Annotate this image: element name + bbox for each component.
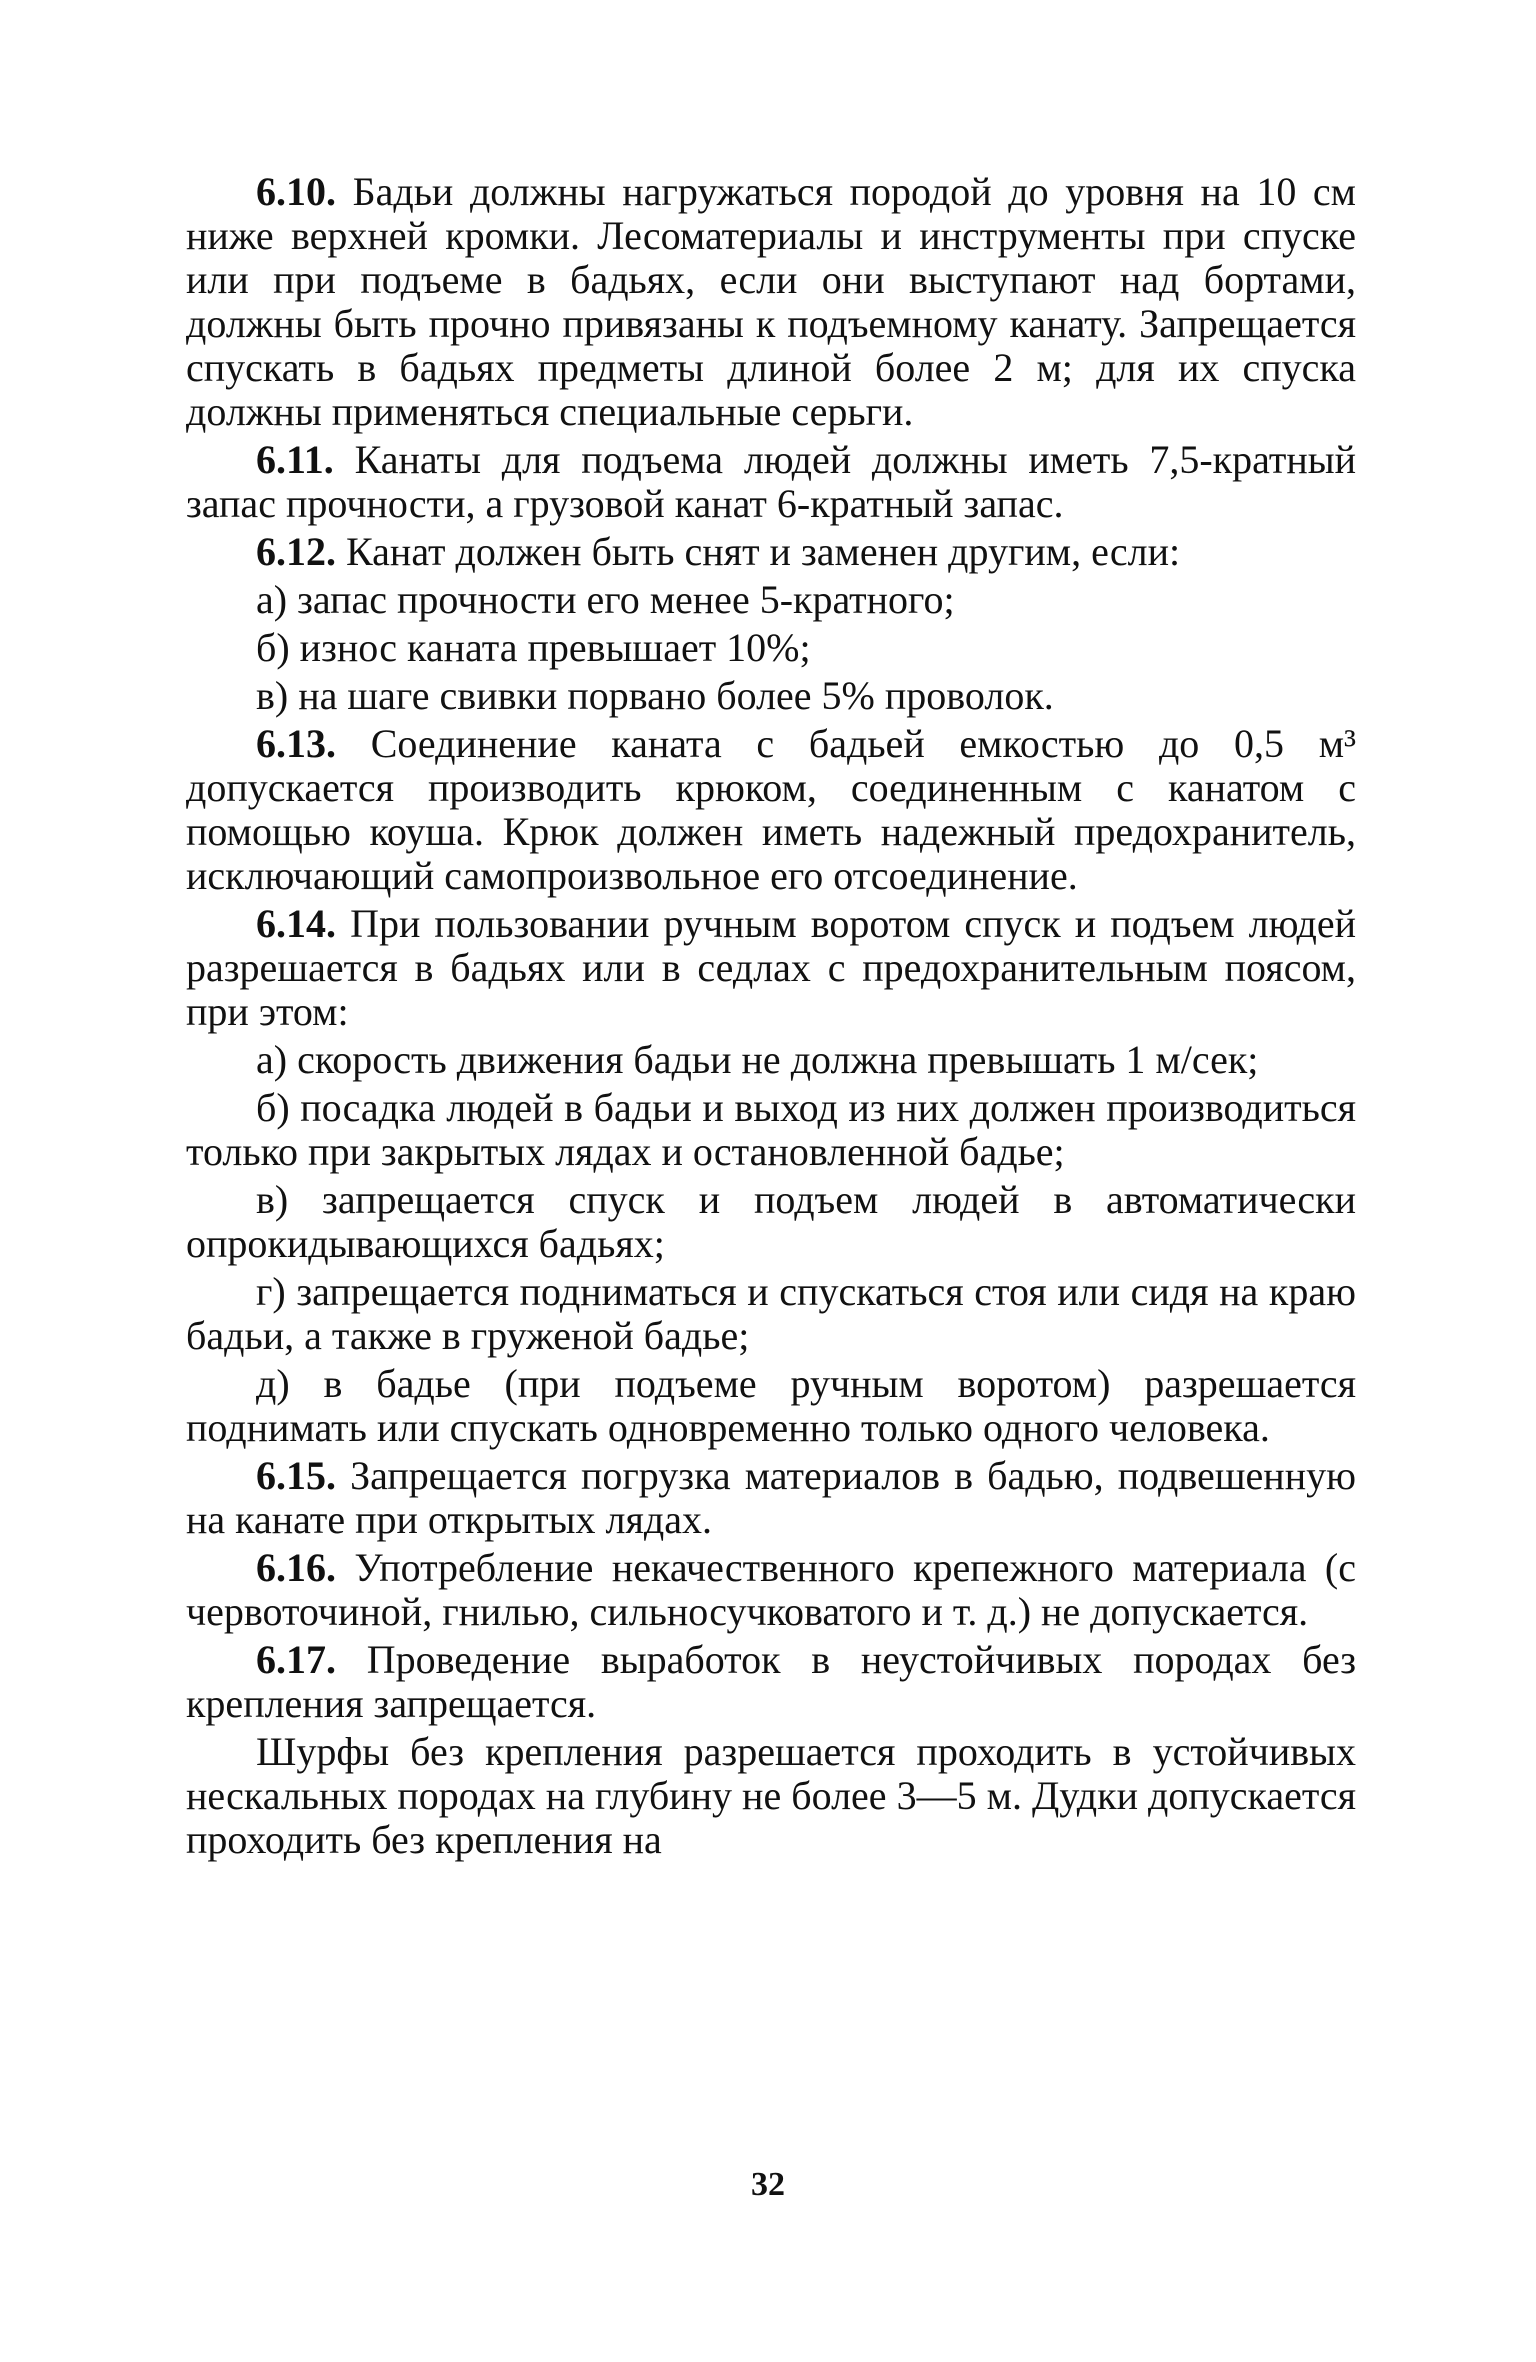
paragraph-text: Шурфы без крепления разрешается проходить в устойчивых нескальных породах на глубину не более 3—5 м. Дудки допускается проходить без крепления на: [186, 1729, 1356, 1862]
clause-text: Проведение выработок в неустойчивых породах без крепления запрещается.: [186, 1637, 1356, 1726]
clause-text: Канаты для подъема людей должны иметь 7,5-кратный запас прочности, а грузовой канат 6-кратный запас.: [186, 437, 1356, 526]
paragraph-6-13: [186, 722, 1356, 898]
paragraph-shurfy: [186, 1730, 1356, 1862]
list-item-text: б) посадка людей в бадьи и выход из них должен производиться только при закрытых лядах и остановленной бадье;: [186, 1085, 1356, 1174]
clause-number: 6.11.: [256, 437, 334, 482]
clause-text: Канат должен быть снят и заменен другим, если:: [336, 529, 1181, 574]
list-item-a: [186, 578, 1356, 622]
list-item-a: [186, 1038, 1356, 1082]
list-item-b: [186, 1086, 1356, 1174]
page-body: [186, 170, 1356, 1866]
clause-text: Запрещается погрузка материалов в бадью, подвешенную на канате при открытых лядах.: [186, 1453, 1356, 1542]
list-item-text: б) износ каната превышает 10%;: [256, 625, 811, 670]
clause-number: 6.12.: [256, 529, 336, 574]
clause-number: 6.16.: [256, 1545, 336, 1590]
clause-number: 6.13.: [256, 721, 336, 766]
clause-number: 6.10.: [256, 169, 336, 214]
list-item-text: а) скорость движения бадьи не должна превышать 1 м/сек;: [256, 1037, 1259, 1082]
paragraph-6-12: [186, 530, 1356, 574]
list-item-g: [186, 1270, 1356, 1358]
list-item-v: [186, 674, 1356, 718]
list-item-b: [186, 626, 1356, 670]
paragraph-6-15: [186, 1454, 1356, 1542]
paragraph-6-10: [186, 170, 1356, 434]
page-number: 32: [751, 2166, 785, 2203]
list-item-text: а) запас прочности его менее 5-кратного;: [256, 577, 955, 622]
list-item-v: [186, 1178, 1356, 1266]
clause-number: 6.17.: [256, 1637, 336, 1682]
list-item-text: в) на шаге свивки порвано более 5% проволок.: [256, 673, 1054, 718]
clause-text: Употребление некачественного крепежного материала (с червоточиной, гнилью, сильносучковатого и т. д.) не допускается.: [186, 1545, 1356, 1634]
clause-number: 6.14.: [256, 901, 336, 946]
list-item-d: [186, 1362, 1356, 1450]
paragraph-6-16: [186, 1546, 1356, 1634]
clause-text: Бадьи должны нагружаться породой до уровня на 10 см ниже верхней кромки. Лесоматериалы и инструменты при спуске или при подъеме в бадьях, если они выступают над бортами, должны быть прочно привязаны к подъемному канату. Запрещается спускать в бадьях предметы длиной более 2 м; для их спуска должны применяться специальные серьги.: [186, 169, 1356, 434]
paragraph-6-11: [186, 438, 1356, 526]
list-item-text: г) запрещается подниматься и спускаться стоя или сидя на краю бадьи, а также в груженой бадье;: [186, 1269, 1356, 1358]
list-item-text: в) запрещается спуск и подъем людей в автоматически опрокидывающихся бадьях;: [186, 1177, 1356, 1266]
paragraph-6-17: [186, 1638, 1356, 1726]
paragraph-6-14: [186, 902, 1356, 1034]
clause-text: При пользовании ручным воротом спуск и подъем людей разрешается в бадьях или в седлах с предохранительным поясом, при этом:: [186, 901, 1356, 1034]
list-item-text: д) в бадье (при подъеме ручным воротом) разрешается поднимать или спускать одновременно только одного человека.: [186, 1361, 1356, 1450]
clause-text: Соединение каната с бадьей емкостью до 0,5 м³ допускается производить крюком, соединенным с канатом с помощью коуша. Крюк должен иметь надежный предохранитель, исключающий самопроизвольное его отсоединение.: [186, 721, 1356, 898]
clause-number: 6.15.: [256, 1453, 336, 1498]
